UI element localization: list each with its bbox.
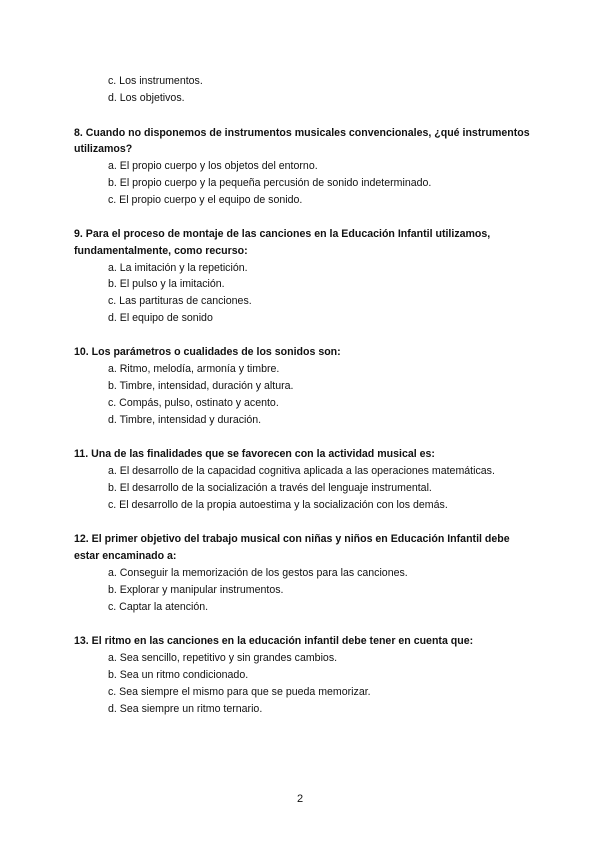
question-13-option-b: b. Sea un ritmo condicionado. (108, 669, 249, 681)
question-11-option-c: c. El desarrollo de la propia autoestima y la socialización con los demás. (108, 499, 448, 511)
question-12-text: 12. El primer objetivo del trabajo musical con niñas y niños en Educación Infantil debe (74, 533, 510, 545)
question-8-option-a: a. El propio cuerpo y los objetos del entorno. (108, 160, 318, 172)
question-13-option-a: a. Sea sencillo, repetitivo y sin grandes cambios. (108, 652, 338, 664)
question-10-text: 10. Los parámetros o cualidades de los sonidos son: (74, 346, 341, 358)
question-11-option-a: a. El desarrollo de la capacidad cognitiva aplicada a las operaciones matemáticas. (108, 465, 495, 477)
question-13-option-d: d. Sea siempre un ritmo ternario. (108, 703, 263, 715)
question-8-option-b: b. El propio cuerpo y la pequeña percusión de sonido indeterminado. (108, 177, 432, 189)
question-12-option-b: b. Explorar y manipular instrumentos. (108, 584, 284, 596)
question-9-option-c: c. Las partituras de canciones. (108, 295, 252, 307)
question-8-text: 8. Cuando no disponemos de instrumentos musicales convencionales, ¿qué instrumentos (74, 127, 530, 139)
option-lead-c: c. Los instrumentos. (108, 75, 203, 87)
question-10-option-a: a. Ritmo, melodía, armonía y timbre. (108, 363, 280, 375)
question-13-text: 13. El ritmo en las canciones en la educación infantil debe tener en cuenta que: (74, 635, 474, 647)
question-11-text: 11. Una de las finalidades que se favorecen con la actividad musical es: (74, 448, 435, 460)
option-lead-d: d. Los objetivos. (108, 92, 185, 104)
question-11-option-b: b. El desarrollo de la socialización a través del lenguaje instrumental. (108, 482, 432, 494)
question-9-option-b: b. El pulso y la imitación. (108, 278, 225, 290)
question-8-option-c: c. El propio cuerpo y el equipo de sonido. (108, 194, 303, 206)
question-8-text-cont: utilizamos? (74, 143, 133, 155)
question-13-option-c: c. Sea siempre el mismo para que se pueda memorizar. (108, 686, 371, 698)
question-9-text-cont: fundamentalmente, como recurso: (74, 245, 248, 257)
question-12-option-c: c. Captar la atención. (108, 601, 209, 613)
question-9-text: 9. Para el proceso de montaje de las canciones en la Educación Infantil utilizamos, (74, 228, 491, 240)
question-9-option-a: a. La imitación y la repetición. (108, 262, 248, 274)
question-10-option-b: b. Timbre, intensidad, duración y altura. (108, 380, 294, 392)
question-12-option-a: a. Conseguir la memorización de los gestos para las canciones. (108, 567, 408, 579)
question-10-option-d: d. Timbre, intensidad y duración. (108, 414, 262, 426)
question-10-option-c: c. Compás, pulso, ostinato y acento. (108, 397, 279, 409)
question-9-option-d: d. El equipo de sonido (108, 312, 213, 324)
page-number: 2 (296, 793, 304, 805)
question-12-text-cont: estar encaminado a: (74, 550, 177, 562)
